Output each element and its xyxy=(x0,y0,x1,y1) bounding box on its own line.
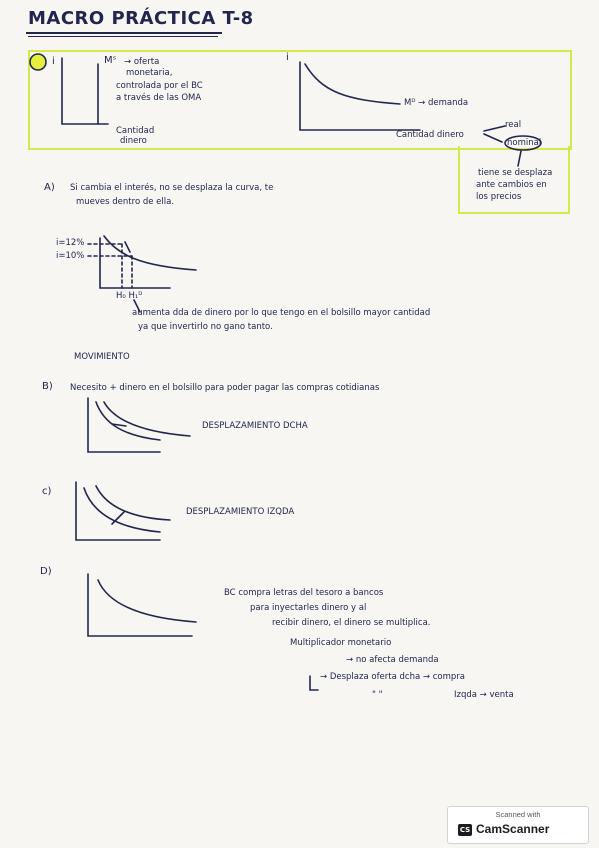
rate-12-label: i=12% xyxy=(56,238,85,248)
graph-2-y-axis-label: i xyxy=(286,52,289,63)
section-b-text: Necesito + dinero en el bolsillo para poder pagar las compras cotidianas xyxy=(70,383,380,393)
supply-note-line-4: a través de las OMA xyxy=(116,93,202,103)
movement-label: MOVIMIENTO xyxy=(74,352,130,362)
graph-a-curve xyxy=(104,236,196,270)
section-a-text-2: mueves dentro de ella. xyxy=(76,197,175,207)
section-d-arrow-3: Izqda → venta xyxy=(454,690,514,700)
graph-2-x-axis-label: Cantidad dinero xyxy=(396,130,464,140)
graph-c-axes xyxy=(76,482,160,540)
badge-caption: Scanned with xyxy=(495,810,541,819)
money-demand-curve xyxy=(305,64,400,104)
section-b-label: B) xyxy=(42,381,53,392)
money-supply-label: Mˢ xyxy=(104,55,117,66)
money-demand-label: Mᴰ → demanda xyxy=(404,98,469,108)
page-title: MACRO PRÁCTICA T-8 xyxy=(28,8,254,29)
section-a-conclusion-1: aumenta dda de dinero por lo que tengo en el bolsillo mayor cantidad xyxy=(132,308,431,318)
real-label: real xyxy=(505,120,522,130)
nominal-label: nominal xyxy=(507,138,542,148)
section-c-label: c) xyxy=(42,486,52,497)
graph-c-label: DESPLAZAMIENTO IZQDA xyxy=(186,507,295,517)
graph-a-axes xyxy=(100,238,170,288)
supply-note-line-3: controlada por el BC xyxy=(116,81,203,91)
section-a-conclusion-2: ya que invertirlo no gano tanto. xyxy=(138,322,273,332)
graph-1-axes xyxy=(62,58,108,124)
demand-note-line-3: los precios xyxy=(476,192,522,202)
section-a-text-1: Si cambia el interés, no se desplaza la curva, te xyxy=(70,183,274,193)
section-d-text-1: BC compra letras del tesoro a bancos xyxy=(224,588,384,598)
camscanner-logo-icon: CS xyxy=(459,826,471,834)
section-d-arrow-1: → no afecta demanda xyxy=(346,655,439,665)
section-d-arrow-2: → Desplaza oferta dcha → compra xyxy=(320,672,465,682)
graph-d-axes xyxy=(88,574,192,636)
graph-1-x-axis-line-1: Cantidad xyxy=(116,126,155,136)
section-d-text-2: para inyectarles dinero y al xyxy=(250,603,367,613)
section-1-marker xyxy=(30,54,46,70)
demand-note-line-2: ante cambios en xyxy=(476,180,547,190)
badge-name: CamScanner xyxy=(476,822,550,836)
demand-note-line-1: tiene se desplaza xyxy=(478,168,553,178)
camscanner-badge xyxy=(447,806,589,844)
graph-2-axes xyxy=(300,62,420,130)
graph-1-y-axis-label: i xyxy=(52,56,55,67)
supply-note-line-2: monetaria, xyxy=(126,68,173,78)
graph-a-x-labels: H₀ H₁ᴰ xyxy=(116,291,143,301)
graph-b-label: DESPLAZAMIENTO DCHA xyxy=(202,421,308,431)
supply-note-line-1: → oferta xyxy=(124,57,160,67)
section-d-label: D) xyxy=(40,566,52,577)
section-d-ditto-marks: " " xyxy=(372,690,383,700)
section-a-label: A) xyxy=(44,182,55,193)
rate-10-label: i=10% xyxy=(56,251,85,261)
section-d-text-3: recibir dinero, el dinero se multiplica. xyxy=(272,618,431,628)
section-d-text-4: Multiplicador monetario xyxy=(290,638,392,648)
graph-1-x-axis-line-2: dinero xyxy=(120,136,147,146)
